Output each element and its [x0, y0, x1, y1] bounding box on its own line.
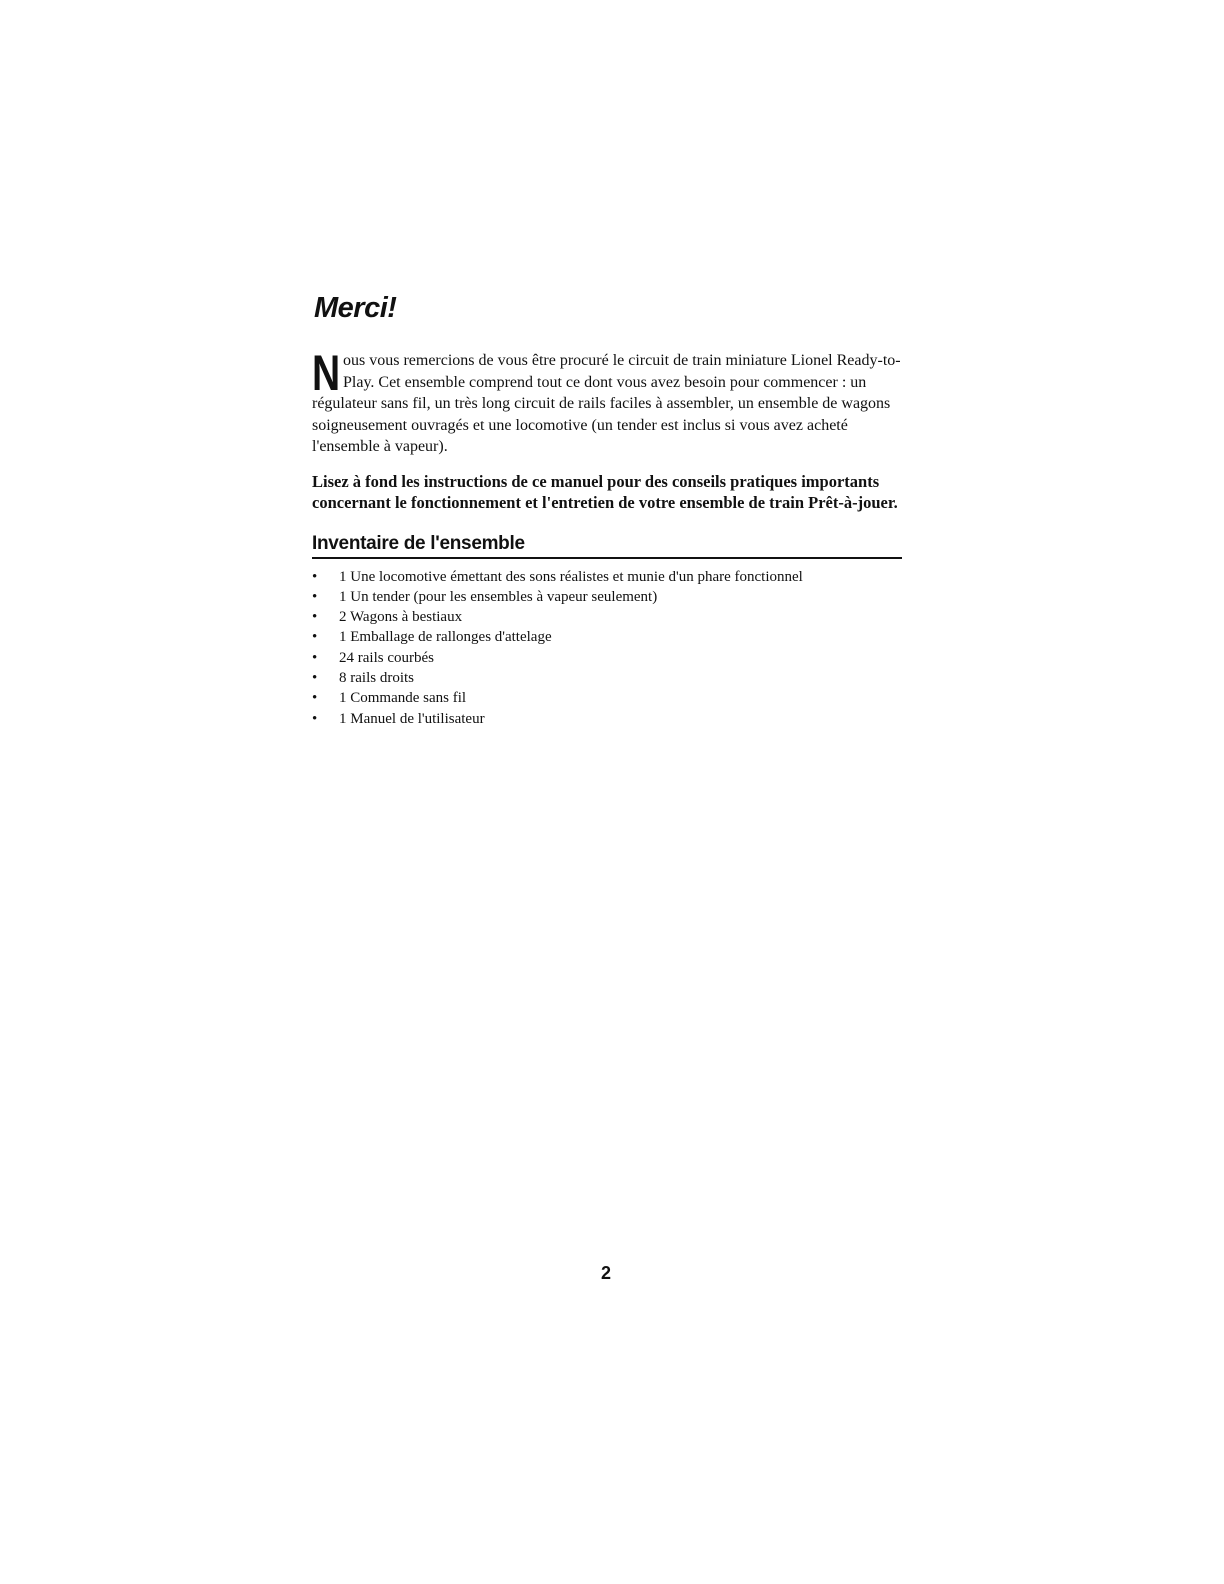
list-item-text: 1 Un tender (pour les ensembles à vapeur seulement) [339, 588, 658, 605]
inventory-heading: Inventaire de l'ensemble [312, 532, 902, 559]
manual-page-content [312, 288, 902, 729]
list-item [312, 627, 902, 647]
intro-text: ous vous remercions de vous être procuré le circuit de train miniature Lionel Ready-to-Play. Cet ensemble comprend tout ce dont vous avez besoin pour commencer : un régulateur sans fil, un très long circuit de rails faciles à assembler, un ensemble de wagons soigneusement ouvragés et une locomotive (un tender est inclus si vous avez acheté l'ensemble à vapeur). [312, 352, 901, 455]
list-item [312, 648, 902, 668]
list-item-text: 1 Une locomotive émettant des sons réalistes et munie d'un phare fonctionnel [339, 568, 803, 585]
list-item-text: 1 Commande sans fil [339, 690, 467, 707]
bullet-icon: • [312, 710, 318, 727]
page-number: 2 [600, 1263, 611, 1283]
drop-cap: N [312, 345, 341, 401]
list-item-text: 2 Wagons à bestiaux [339, 609, 463, 626]
list-item [312, 607, 902, 627]
intro-paragraph [312, 345, 902, 458]
instructions-note: Lisez à fond les instructions de ce manuel pour des conseils pratiques importants concernant le fonctionnement et l'entretien de votre ensemble de train Prêt-à-jouer. [312, 471, 898, 512]
list-item-text: 1 Emballage de rallonges d'attelage [339, 629, 552, 646]
list-item [312, 688, 902, 708]
bullet-icon: • [312, 690, 318, 707]
bullet-icon: • [312, 568, 318, 585]
list-item-text: 24 rails courbés [339, 649, 434, 666]
bullet-icon: • [312, 609, 318, 626]
page-title: Merci! [314, 292, 397, 324]
bullet-icon: • [312, 669, 318, 686]
list-item [312, 567, 902, 587]
bullet-icon: • [312, 629, 318, 646]
bullet-icon: • [312, 649, 318, 666]
inventory-list [312, 567, 902, 729]
bullet-icon: • [312, 588, 318, 605]
list-item [312, 668, 902, 688]
list-item-text: 1 Manuel de l'utilisateur [339, 710, 485, 727]
list-item [312, 587, 902, 607]
list-item-text: 8 rails droits [339, 669, 414, 686]
list-item [312, 709, 902, 729]
